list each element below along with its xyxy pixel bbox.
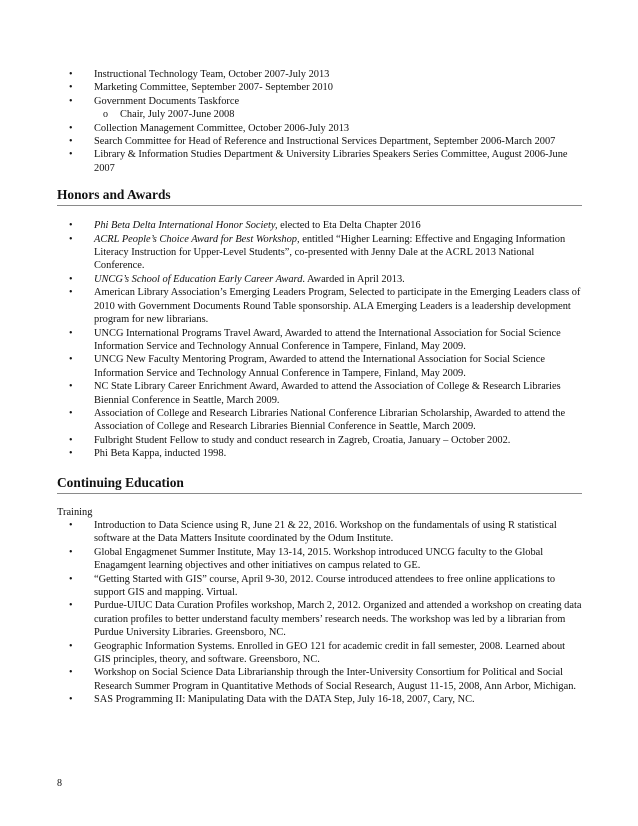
bullet-icon: • [69,573,73,585]
circle-bullet-icon: o [103,109,108,121]
bullet-icon: • [69,667,73,679]
training-list [57,519,582,707]
bullet-icon: • [69,122,73,134]
list-item: • Phi Beta Kappa, inducted 1998. [69,448,227,460]
sub-list-item: o Chair, July 2007-June 2008 [103,109,235,121]
bullet-icon: • [69,287,73,299]
list-item: • “Getting Started with GIS” course, April 9-30, 2012. Course introduced attendees to free online applications to support GIS and mapping. Virtual. [69,573,556,598]
page-content [57,68,582,707]
list-item: • Instructional Technology Team, October 2007-July 2013 [69,69,330,80]
honors-list [57,219,582,460]
bullet-icon: • [69,233,73,245]
bullet-icon: • [69,136,73,148]
list-item: • Marketing Committee, September 2007- September 2010 [69,82,333,94]
list-item: • UNCG International Programs Travel Award, Awarded to attend the International Association for Social Science Information Service and Technology Annual Conference in Tampere, Finland, May 2009. [69,327,561,352]
bullet-icon: • [69,354,73,366]
bullet-icon: • [69,407,73,419]
list-item: • Collection Management Committee, October 2006-July 2013 [69,122,350,134]
list-item: • American Library Association’s Emerging Leaders Program, Selected to participate in the Emerging Leaders class of 2010 with Government Documents Round Table sponsorship. ALA Emerging Leaders is a leadership development program for new librarians. [69,287,581,326]
list-item: • Purdue-UIUC Data Curation Profiles workshop, March 2, 2012. Organized and attended a workshop on creating data curation profiles to better understand faculty members’ research needs. The workshop was led by a librarian from Purdue University Libraries. Greensboro, NC. [69,600,582,639]
bullet-icon: • [69,640,73,652]
bullet-icon: • [69,448,73,460]
list-item: • UNCG’s School of Education Early Career Award. Awarded in April 2013. [69,273,405,285]
bullet-icon: • [69,69,73,80]
bullet-icon: • [69,694,73,706]
list-item: • ACRL People’s Choice Award for Best Workshop, entitled “Higher Learning: Effective and Engaging Information Literacy Instruction for Upper-Level Students”, co-presented with Jenny Dale at the ACRL 2013 National Conference. [69,233,566,272]
bullet-icon: • [69,220,73,232]
list-item: • SAS Programming II: Manipulating Data with the DATA Step, July 16-18, 2007, Cary, NC. [69,694,475,706]
bullet-icon: • [69,273,73,285]
section-heading-honors: Honors and Awards [57,187,582,206]
page-number: 8 [57,778,62,789]
subheading-training: Training [57,506,93,518]
bullet-icon: • [69,381,73,393]
bullet-icon: • [69,434,73,446]
list-item: • NC State Library Career Enrichment Award, Awarded to attend the Association of College & Research Libraries Biennial Conference in Seattle, March 2009. [69,381,561,406]
list-item: • Phi Beta Delta International Honor Society, elected to Eta Delta Chapter 2016 [69,220,421,232]
list-item: • Government Documents Taskforce [69,95,240,107]
list-item: • Geographic Information Systems. Enrolled in GEO 121 for academic credit in fall semester, 2008. Learned about GIS principles, theory, and software. Greensboro, NC. [69,640,566,666]
list-item: • Library & Information Studies Department & University Libraries Speakers Series Committee, August 2006-June 2007 [69,149,568,174]
list-item: • Global Engagmenet Summer Institute, May 13-14, 2015. Workshop introduced UNCG faculty to the Global Enagamgent learning objectives and other initiatives on campus related to GE. [69,546,544,572]
list-item: • UNCG New Faculty Mentoring Program, Awarded to attend the International Association for Social Science Information Service and Technology Annual Conference in Tampere, Finland, May 2009. [69,354,545,379]
committee-list-continued [57,122,582,176]
bullet-icon: • [69,327,73,339]
list-item: • Fulbright Student Fellow to study and conduct research in Zagreb, Croatia, January – October 2002. [69,434,511,446]
bullet-icon: • [69,95,73,107]
list-item: • Introduction to Data Science using R, June 21 & 22, 2016. Workshop on the fundamentals of using R statistical software at the Data Matters Insitute coordinated by the Odum Institute. [69,519,557,545]
bullet-icon: • [69,82,73,94]
list-item: • Association of College and Research Libraries National Conference Librarian Scholarship, Awarded to attend the Association of College and Research Libraries Biennial Conference in Seattle, March 2009. [69,407,566,433]
bullet-icon: • [69,546,73,558]
bullet-icon: • [69,149,73,161]
list-item: • Search Committee for Head of Reference and Instructional Services Department, September 2006-March 2007 [69,136,556,148]
list-item: • Workshop on Social Science Data Librarianship through the Inter-University Consortium for Political and Social Research Summer Program in Quantitative Methods of Social Research, August 11-15, 2008, Ann Arbor, Michigan. [69,667,576,692]
sub-list [57,108,582,121]
committee-list [57,68,582,108]
bullet-icon: • [69,519,73,531]
bullet-icon: • [69,600,73,612]
section-heading-continuing-education: Continuing Education [57,475,582,494]
